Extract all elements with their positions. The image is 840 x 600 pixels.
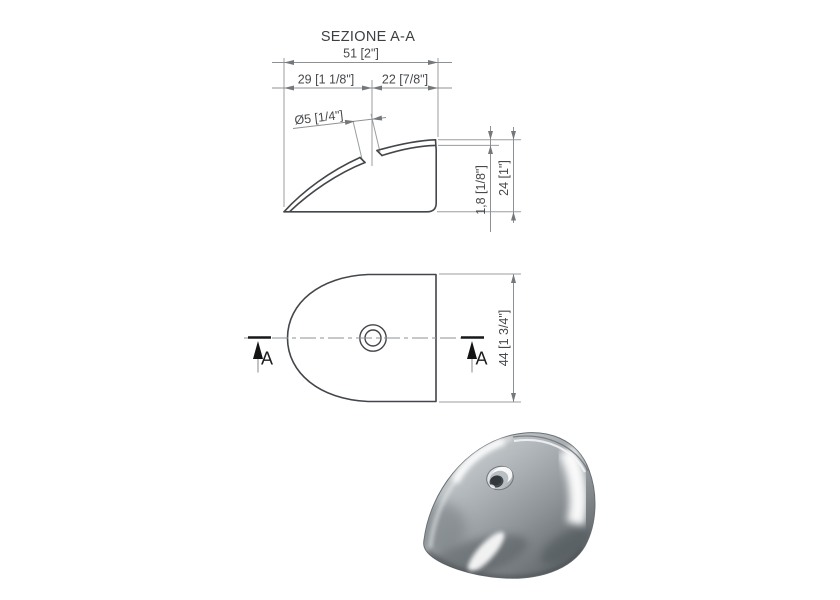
arrow-left-icon	[372, 116, 382, 121]
section-title: SEZIONE A-A	[320, 29, 416, 45]
dim-thickness: 1,8 [1/8"]	[474, 165, 488, 215]
arrow-right-icon	[362, 86, 372, 91]
arrow-down-icon	[488, 131, 493, 140]
dim-depth: 44 [1 3/4"]	[497, 309, 511, 367]
arrow-up-icon	[488, 145, 493, 154]
hole-edge-extension-left	[353, 121, 362, 159]
arrow-left-icon	[284, 60, 294, 65]
arrow-down-icon	[511, 393, 516, 402]
arrow-down-icon	[511, 131, 516, 140]
render-3d	[407, 433, 596, 596]
dim-hole-diameter: Ø5 [1/4"]	[293, 107, 344, 128]
dim-width-left: 29 [1 1/8"]	[297, 72, 355, 87]
plan-view	[244, 274, 521, 402]
dim-total-width: 51 [2"]	[343, 46, 379, 61]
arrow-left-icon	[284, 86, 294, 91]
section-label-left: A	[260, 348, 274, 369]
section-view	[272, 29, 521, 232]
section-hole-wall-left	[360, 158, 365, 163]
arrow-up-icon	[511, 212, 516, 221]
arrow-up-icon	[511, 274, 516, 283]
dim-width-right: 22 [7/8"]	[381, 72, 429, 87]
dim-height: 24 [1"]	[497, 160, 511, 196]
arrow-left-icon	[372, 86, 382, 91]
arrow-right-icon	[428, 60, 438, 65]
section-outline-inner-left	[290, 163, 365, 212]
section-label-right: A	[475, 348, 488, 369]
arrow-right-icon	[428, 86, 438, 91]
